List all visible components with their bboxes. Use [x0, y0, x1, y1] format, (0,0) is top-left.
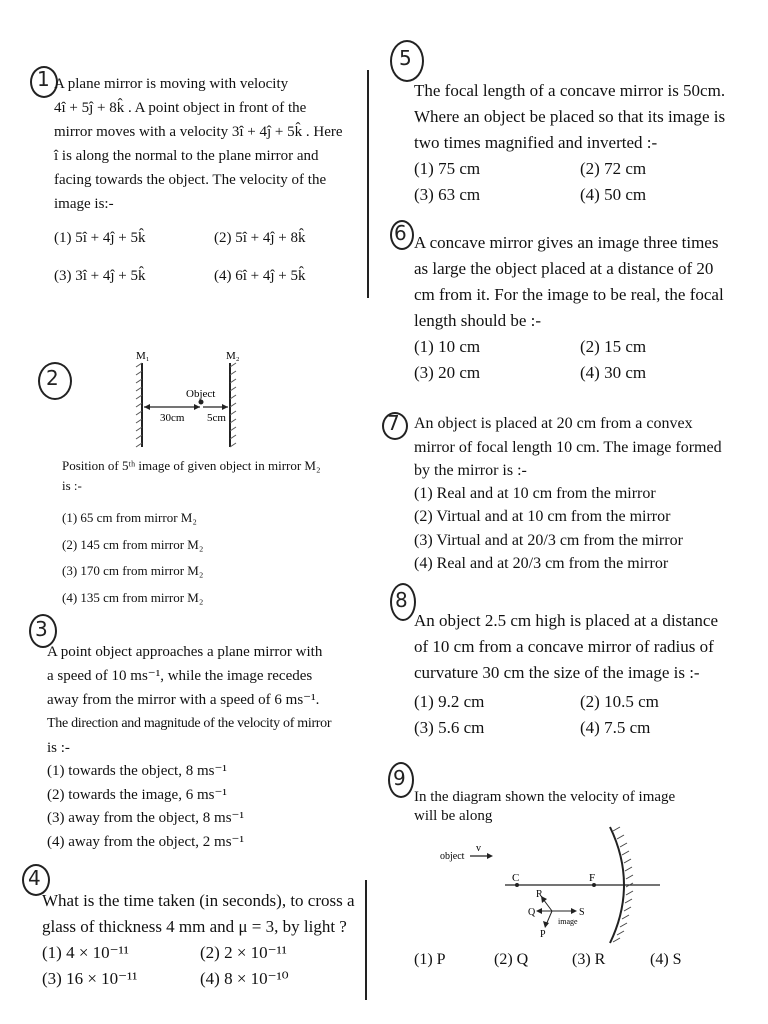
options [47, 760, 244, 854]
options [414, 482, 683, 575]
option-4[interactable]: (4) away from the object, 2 ms⁻¹ [47, 833, 244, 850]
question-text-line: away from the mirror with a speed of 6 ms⁻¹. [47, 692, 320, 708]
option-2[interactable]: (2) towards the image, 6 ms⁻¹ [47, 786, 227, 803]
question-number: 7 [387, 411, 400, 435]
question-7 [414, 412, 759, 483]
question-text-line: curvature 30 cm the size of the image is :- [414, 663, 700, 682]
question-text-line: a speed of 10 ms⁻¹, while the image recedes [47, 668, 313, 684]
object-label: object [440, 851, 465, 862]
option-2[interactable]: (2) 5î + 4ĵ + 8k̂ [214, 230, 306, 246]
option-2[interactable]: (2) 2 × 10⁻¹¹ [200, 943, 287, 962]
question-number: 9 [393, 766, 406, 790]
option-2[interactable]: (2) 10.5 cm [580, 692, 659, 711]
option-2[interactable]: (2) 72 cm [580, 159, 647, 178]
question-6 [414, 230, 754, 334]
direction-r-label: R [536, 889, 543, 900]
option-1[interactable]: (1) 5î + 4ĵ + 5k̂ [54, 230, 146, 246]
option-4[interactable]: (4) 6î + 4ĵ + 5k̂ [214, 268, 306, 284]
option-1[interactable]: (1) 65 cm from mirror M₂ [62, 510, 197, 525]
center-of-curvature-label: C [512, 872, 520, 884]
question-number: 4 [28, 866, 41, 890]
option-4[interactable]: (4) Real and at 20/3 cm from the mirror [414, 554, 669, 572]
question-text-line: mirror moves with a velocity 3î + 4ĵ + 5k̂ . Here [54, 124, 343, 140]
question-number: 1 [37, 67, 50, 91]
option-2[interactable]: (2) Q [494, 951, 529, 968]
question-number: 8 [395, 588, 408, 612]
question-2 [62, 456, 321, 496]
mirror-m1-label: M₁ [136, 350, 150, 362]
option-2[interactable]: (2) Virtual and at 10 cm from the mirror [414, 508, 671, 526]
question-8 [414, 608, 759, 686]
distance-label: 30cm [160, 412, 185, 424]
two-mirror-diagram [120, 345, 260, 455]
question-text-line: In the diagram shown the velocity of image [414, 789, 676, 805]
question-text-line: as large the object placed at a distance of 20 [414, 259, 714, 278]
question-text-line: A plane mirror is moving with velocity [54, 76, 289, 92]
question-1 [54, 72, 359, 216]
option-1[interactable]: (1) towards the object, 8 ms⁻¹ [47, 763, 227, 779]
question-number: 3 [35, 617, 48, 641]
column-divider-bottom [365, 880, 367, 1000]
question-text-line: of 10 cm from a concave mirror of radius of [414, 637, 714, 656]
image-label: image [558, 917, 578, 926]
question-text-line: is :- [47, 740, 70, 756]
velocity-label: v [476, 843, 481, 854]
column-divider-top [367, 70, 369, 298]
direction-s-label: S [579, 907, 585, 918]
question-text-line: Where an object be placed so that its image is [414, 107, 726, 126]
direction-p-label: P [540, 929, 546, 940]
question-text-line: A concave mirror gives an image three times [414, 233, 719, 252]
option-1[interactable]: (1) 75 cm [414, 159, 481, 178]
option-4[interactable]: (4) 30 cm [580, 363, 647, 382]
question-text-line: What is the time taken (in seconds), to cross a [42, 891, 355, 910]
question-text-line: An object 2.5 cm high is placed at a distance [414, 611, 719, 630]
question-text-line: cm from it. For the image to be real, the focal [414, 285, 724, 304]
option-1[interactable]: (1) P [414, 951, 446, 968]
distance-label: 5cm [207, 412, 226, 424]
question-text-line: by the mirror is :- [414, 462, 527, 479]
option-4[interactable]: (4) 7.5 cm [580, 718, 651, 737]
question-number: 6 [394, 221, 407, 245]
option-3[interactable]: (3) 20 cm [414, 363, 481, 382]
question-text-line: An object is placed at 20 cm from a convex [414, 415, 693, 432]
question-text-line: Position of 5ᵗʰ image of given object in mirror M₂ [62, 458, 321, 473]
question-9 [414, 788, 759, 826]
option-1[interactable]: (1) 10 cm [414, 337, 481, 356]
question-5 [414, 78, 754, 156]
question-text-line: The focal length of a concave mirror is 50cm. [414, 81, 726, 100]
option-1[interactable]: (1) 9.2 cm [414, 692, 485, 711]
question-4 [42, 888, 364, 940]
question-text-line: mirror of focal length 10 cm. The image formed [414, 438, 722, 456]
focus-label: F [589, 872, 596, 884]
mirror-m2-label: M₂ [226, 350, 240, 362]
question-text-line: A point object approaches a plane mirror with [47, 644, 323, 660]
option-4[interactable]: (4) 8 × 10⁻¹⁰ [200, 969, 289, 988]
option-1[interactable]: (1) Real and at 10 cm from the mirror [414, 485, 656, 502]
object-label: Object [186, 388, 216, 400]
option-3[interactable]: (3) 16 × 10⁻¹¹ [42, 969, 138, 988]
question-number: 5 [399, 46, 412, 70]
question-text-line: two times magnified and inverted :- [414, 133, 658, 152]
option-4[interactable]: (4) S [650, 951, 682, 968]
question-text-line: î is along the normal to the plane mirror and [54, 148, 319, 164]
option-1[interactable]: (1) 4 × 10⁻¹¹ [42, 943, 129, 962]
question-text-line: The direction and magnitude of the velocity of mirror [47, 716, 332, 731]
question-text-line: 4î + 5ĵ + 8k̂ . A point object in front of the [54, 100, 307, 116]
question-text-line: will be along [414, 808, 493, 824]
question-3 [47, 640, 362, 760]
options [62, 505, 203, 611]
question-text-line: facing towards the object. The velocity of the [54, 172, 327, 188]
option-3[interactable]: (3) 170 cm from mirror M₂ [62, 563, 204, 578]
option-3[interactable]: (3) R [572, 951, 606, 968]
option-4[interactable]: (4) 135 cm from mirror M₂ [62, 589, 204, 605]
option-3[interactable]: (3) 3î + 4ĵ + 5k̂ [54, 268, 146, 284]
question-text-line: length should be :- [414, 311, 542, 330]
option-2[interactable]: (2) 145 cm from mirror M₂ [62, 536, 204, 552]
option-3[interactable]: (3) 63 cm [414, 185, 481, 204]
concave-mirror-diagram [430, 825, 670, 945]
option-2[interactable]: (2) 15 cm [580, 337, 647, 356]
direction-q-label: Q [528, 907, 536, 918]
question-text-line: is :- [62, 478, 82, 493]
question-text-line: image is:- [54, 196, 114, 212]
question-number: 2 [46, 366, 59, 390]
question-text-line: glass of thickness 4 mm and μ = 3, by light ? [42, 917, 347, 936]
option-3[interactable]: (3) away from the object, 8 ms⁻¹ [47, 810, 244, 826]
option-3[interactable]: (3) Virtual and at 20/3 cm from the mirror [414, 531, 683, 549]
option-4[interactable]: (4) 50 cm [580, 185, 647, 204]
option-3[interactable]: (3) 5.6 cm [414, 718, 485, 737]
